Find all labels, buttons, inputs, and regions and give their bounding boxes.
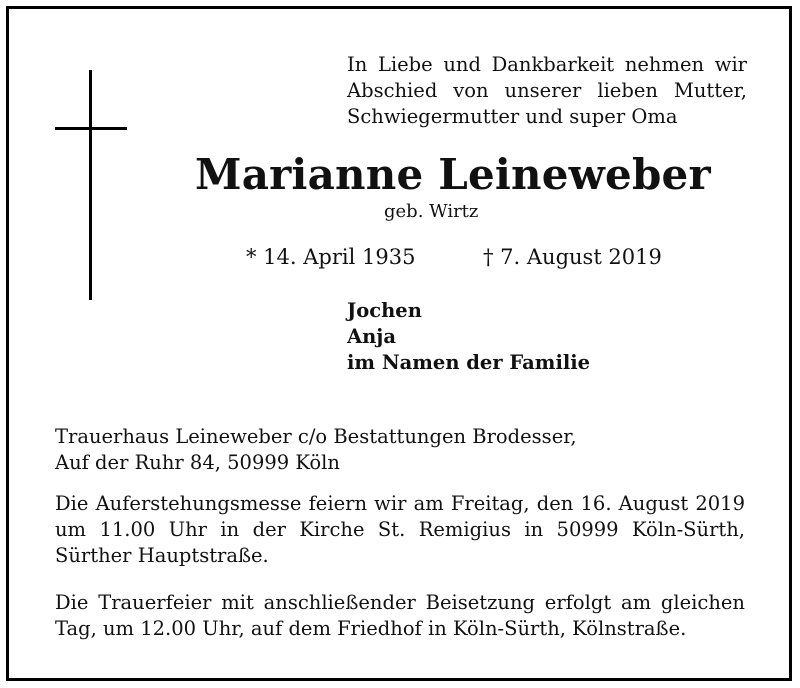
ceremony-announcement	[55, 590, 745, 642]
ceremony-line: Tag, um 12.00 Uhr, auf dem Friedhof in Köln-Sürth, Kölnstraße.	[55, 617, 687, 640]
birth-name: geb. Wirtz	[384, 201, 479, 222]
family-member: Anja	[347, 325, 396, 348]
family-signatures	[347, 298, 590, 376]
intro-line: Abschied von unserer lieben Mutter,	[347, 79, 747, 102]
deceased-name: Marianne Leineweber	[195, 150, 711, 199]
address-line: Auf der Ruhr 84, 50999 Köln	[55, 451, 340, 474]
mourning-house-address	[55, 424, 745, 476]
cross-vertical-bar	[89, 70, 92, 300]
mass-line: um 11.00 Uhr in der Kirche St. Remigius in 50999 Köln-Sürth,	[55, 518, 745, 541]
cross-horizontal-bar	[55, 127, 127, 130]
intro-text	[347, 52, 747, 130]
family-member: Jochen	[347, 299, 422, 322]
ceremony-line: Die Trauerfeier mit anschließender Beisetzung erfolgt am gleichen	[55, 591, 745, 614]
mass-announcement	[55, 491, 745, 569]
intro-line: In Liebe und Dankbarkeit nehmen wir	[347, 53, 747, 76]
family-note: im Namen der Familie	[347, 351, 591, 374]
death-date: † 7. August 2019	[483, 245, 662, 269]
mass-line: Die Auferstehungsmesse feiern wir am Freitag, den 16. August 2019	[55, 492, 745, 515]
intro-line: Schwiegermutter und super Oma	[347, 105, 678, 128]
birth-date: * 14. April 1935	[246, 245, 416, 269]
address-line: Trauerhaus Leineweber c/o Bestattungen Brodesser,	[55, 425, 577, 448]
mass-line: Sürther Hauptstraße.	[55, 544, 269, 567]
